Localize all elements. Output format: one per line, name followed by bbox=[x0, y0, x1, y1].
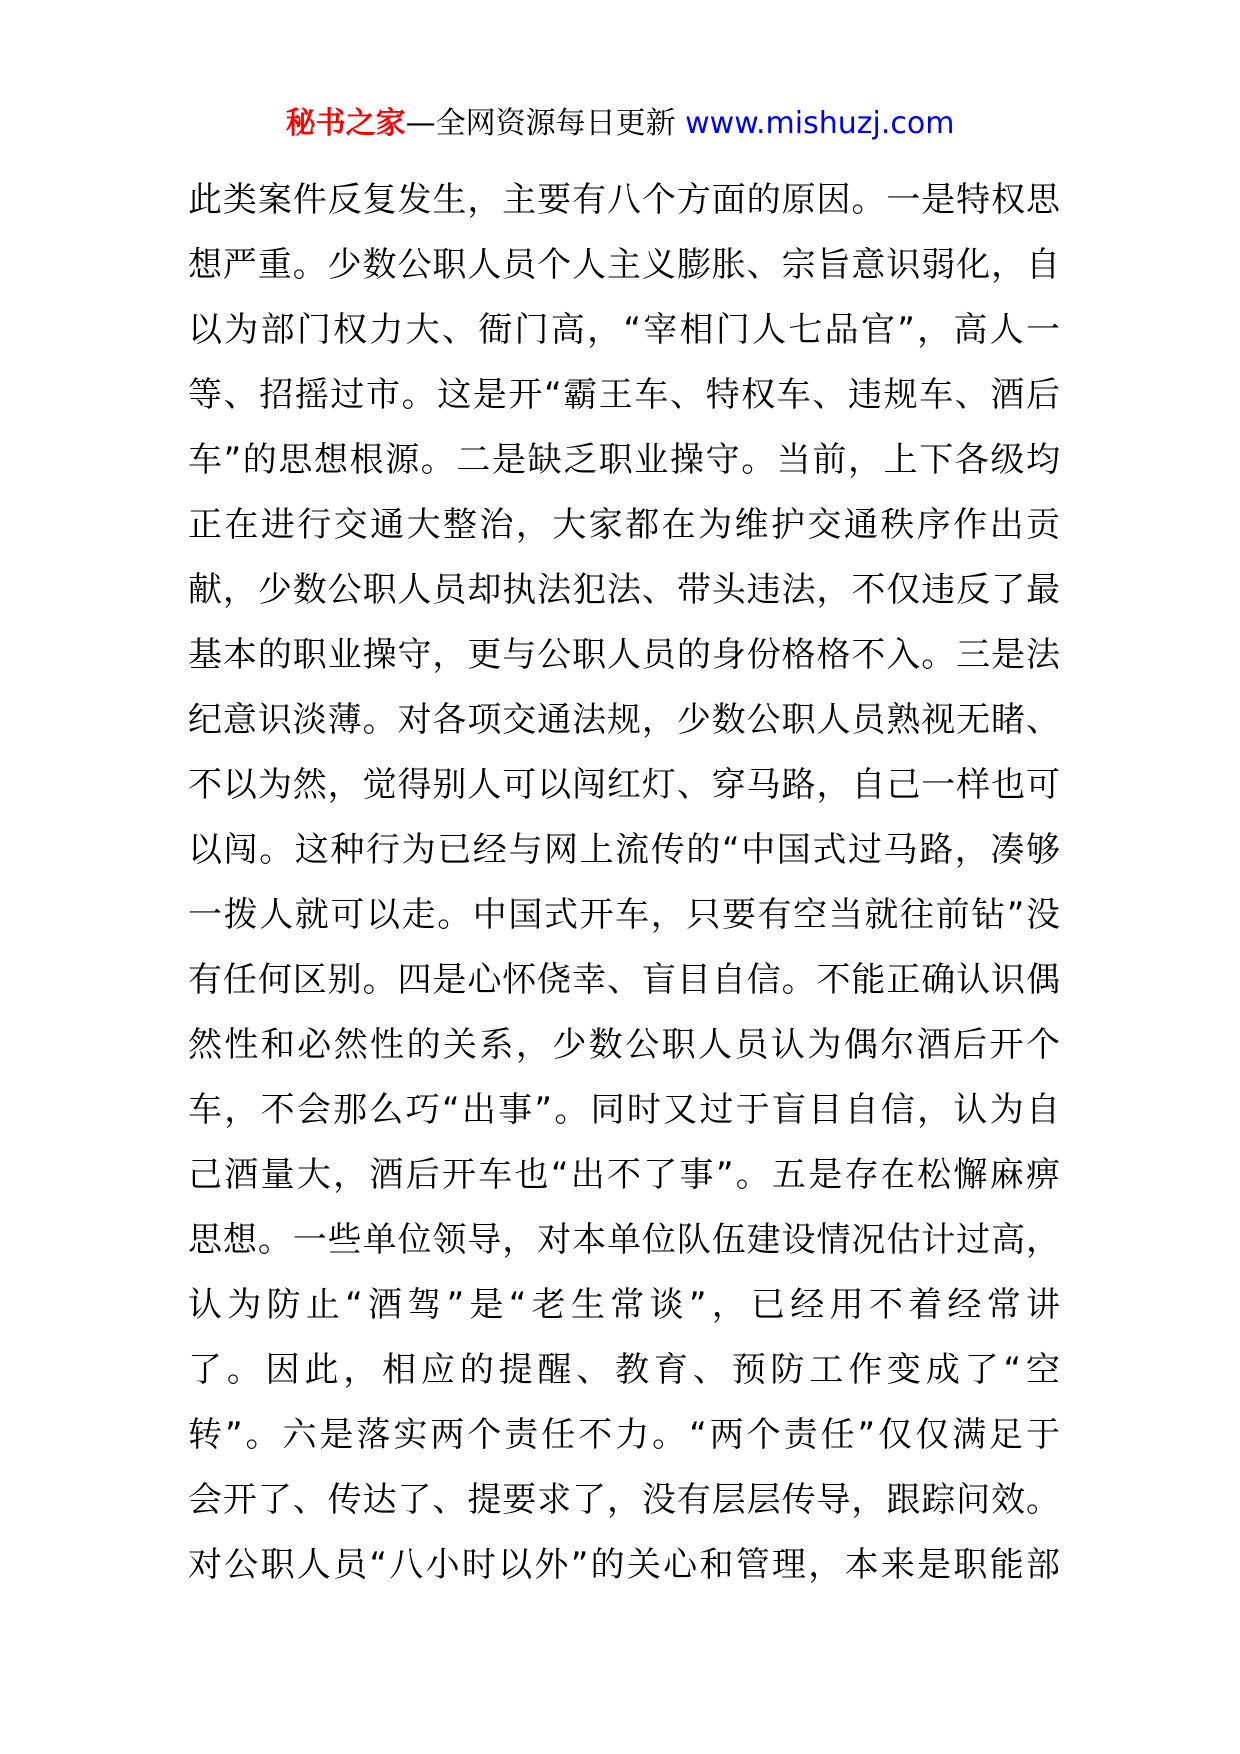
text-line: 了。因此，相应的提醒、教育、预防工作变成了“空 bbox=[188, 1350, 1060, 1390]
header-tagline: —全网资源每日更新 bbox=[405, 106, 686, 141]
text-line: 基本的职业操守，更与公职人员的身份格格不入。三是法 bbox=[188, 635, 1060, 675]
text-line: 对公职人员“八小时以外”的关心和管理，本来是职能部 bbox=[188, 1545, 1060, 1585]
text-line: 不以为然，觉得别人可以闯红灯、穿马路，自己一样也可 bbox=[188, 765, 1060, 805]
text-line: 车”的思想根源。二是缺乏职业操守。当前，上下各级均 bbox=[188, 440, 1060, 480]
text-line: 等、招摇过市。这是开“霸王车、特权车、违规车、酒后 bbox=[188, 375, 1060, 415]
body-paragraph bbox=[188, 168, 1060, 1598]
brand-name: 秘书之家 bbox=[285, 106, 406, 141]
text-line: 一拨人就可以走。中国式开车，只要有空当就往前钻”没 bbox=[188, 895, 1060, 935]
text-line: 会开了、传达了、提要求了，没有层层传导，跟踪问效。 bbox=[188, 1480, 1060, 1520]
website-link[interactable]: www.mishuzj.com bbox=[685, 106, 955, 141]
text-line: 以闯。这种行为已经与网上流传的“中国式过马路，凑够 bbox=[188, 830, 1060, 870]
text-line: 有任何区别。四是心怀侥幸、盲目自信。不能正确认识偶 bbox=[188, 960, 1060, 1000]
text-line: 思想。一些单位领导，对本单位队伍建设情况估计过高， bbox=[188, 1220, 1060, 1260]
text-line: 正在进行交通大整治，大家都在为维护交通秩序作出贡 bbox=[188, 505, 1060, 545]
text-line: 认为防止“酒驾”是“老生常谈”，已经用不着经常讲 bbox=[188, 1285, 1060, 1325]
text-line: 车，不会那么巧“出事”。同时又过于盲目自信，认为自 bbox=[188, 1090, 1060, 1130]
page-header bbox=[0, 104, 1240, 144]
text-line: 以为部门权力大、衙门高，“宰相门人七品官”，高人一 bbox=[188, 310, 1060, 350]
text-line: 然性和必然性的关系，少数公职人员认为偶尔酒后开个 bbox=[188, 1025, 1060, 1065]
text-line: 纪意识淡薄。对各项交通法规，少数公职人员熟视无睹、 bbox=[188, 700, 1060, 740]
text-line: 转”。六是落实两个责任不力。“两个责任”仅仅满足于 bbox=[188, 1415, 1060, 1455]
text-line: 想严重。少数公职人员个人主义膨胀、宗旨意识弱化，自 bbox=[188, 245, 1060, 285]
text-line: 献，少数公职人员却执法犯法、带头违法，不仅违反了最 bbox=[188, 570, 1060, 610]
text-line: 己酒量大，酒后开车也“出不了事”。五是存在松懈麻痹 bbox=[188, 1155, 1060, 1195]
text-line: 此类案件反复发生，主要有八个方面的原因。一是特权思 bbox=[188, 180, 1060, 220]
